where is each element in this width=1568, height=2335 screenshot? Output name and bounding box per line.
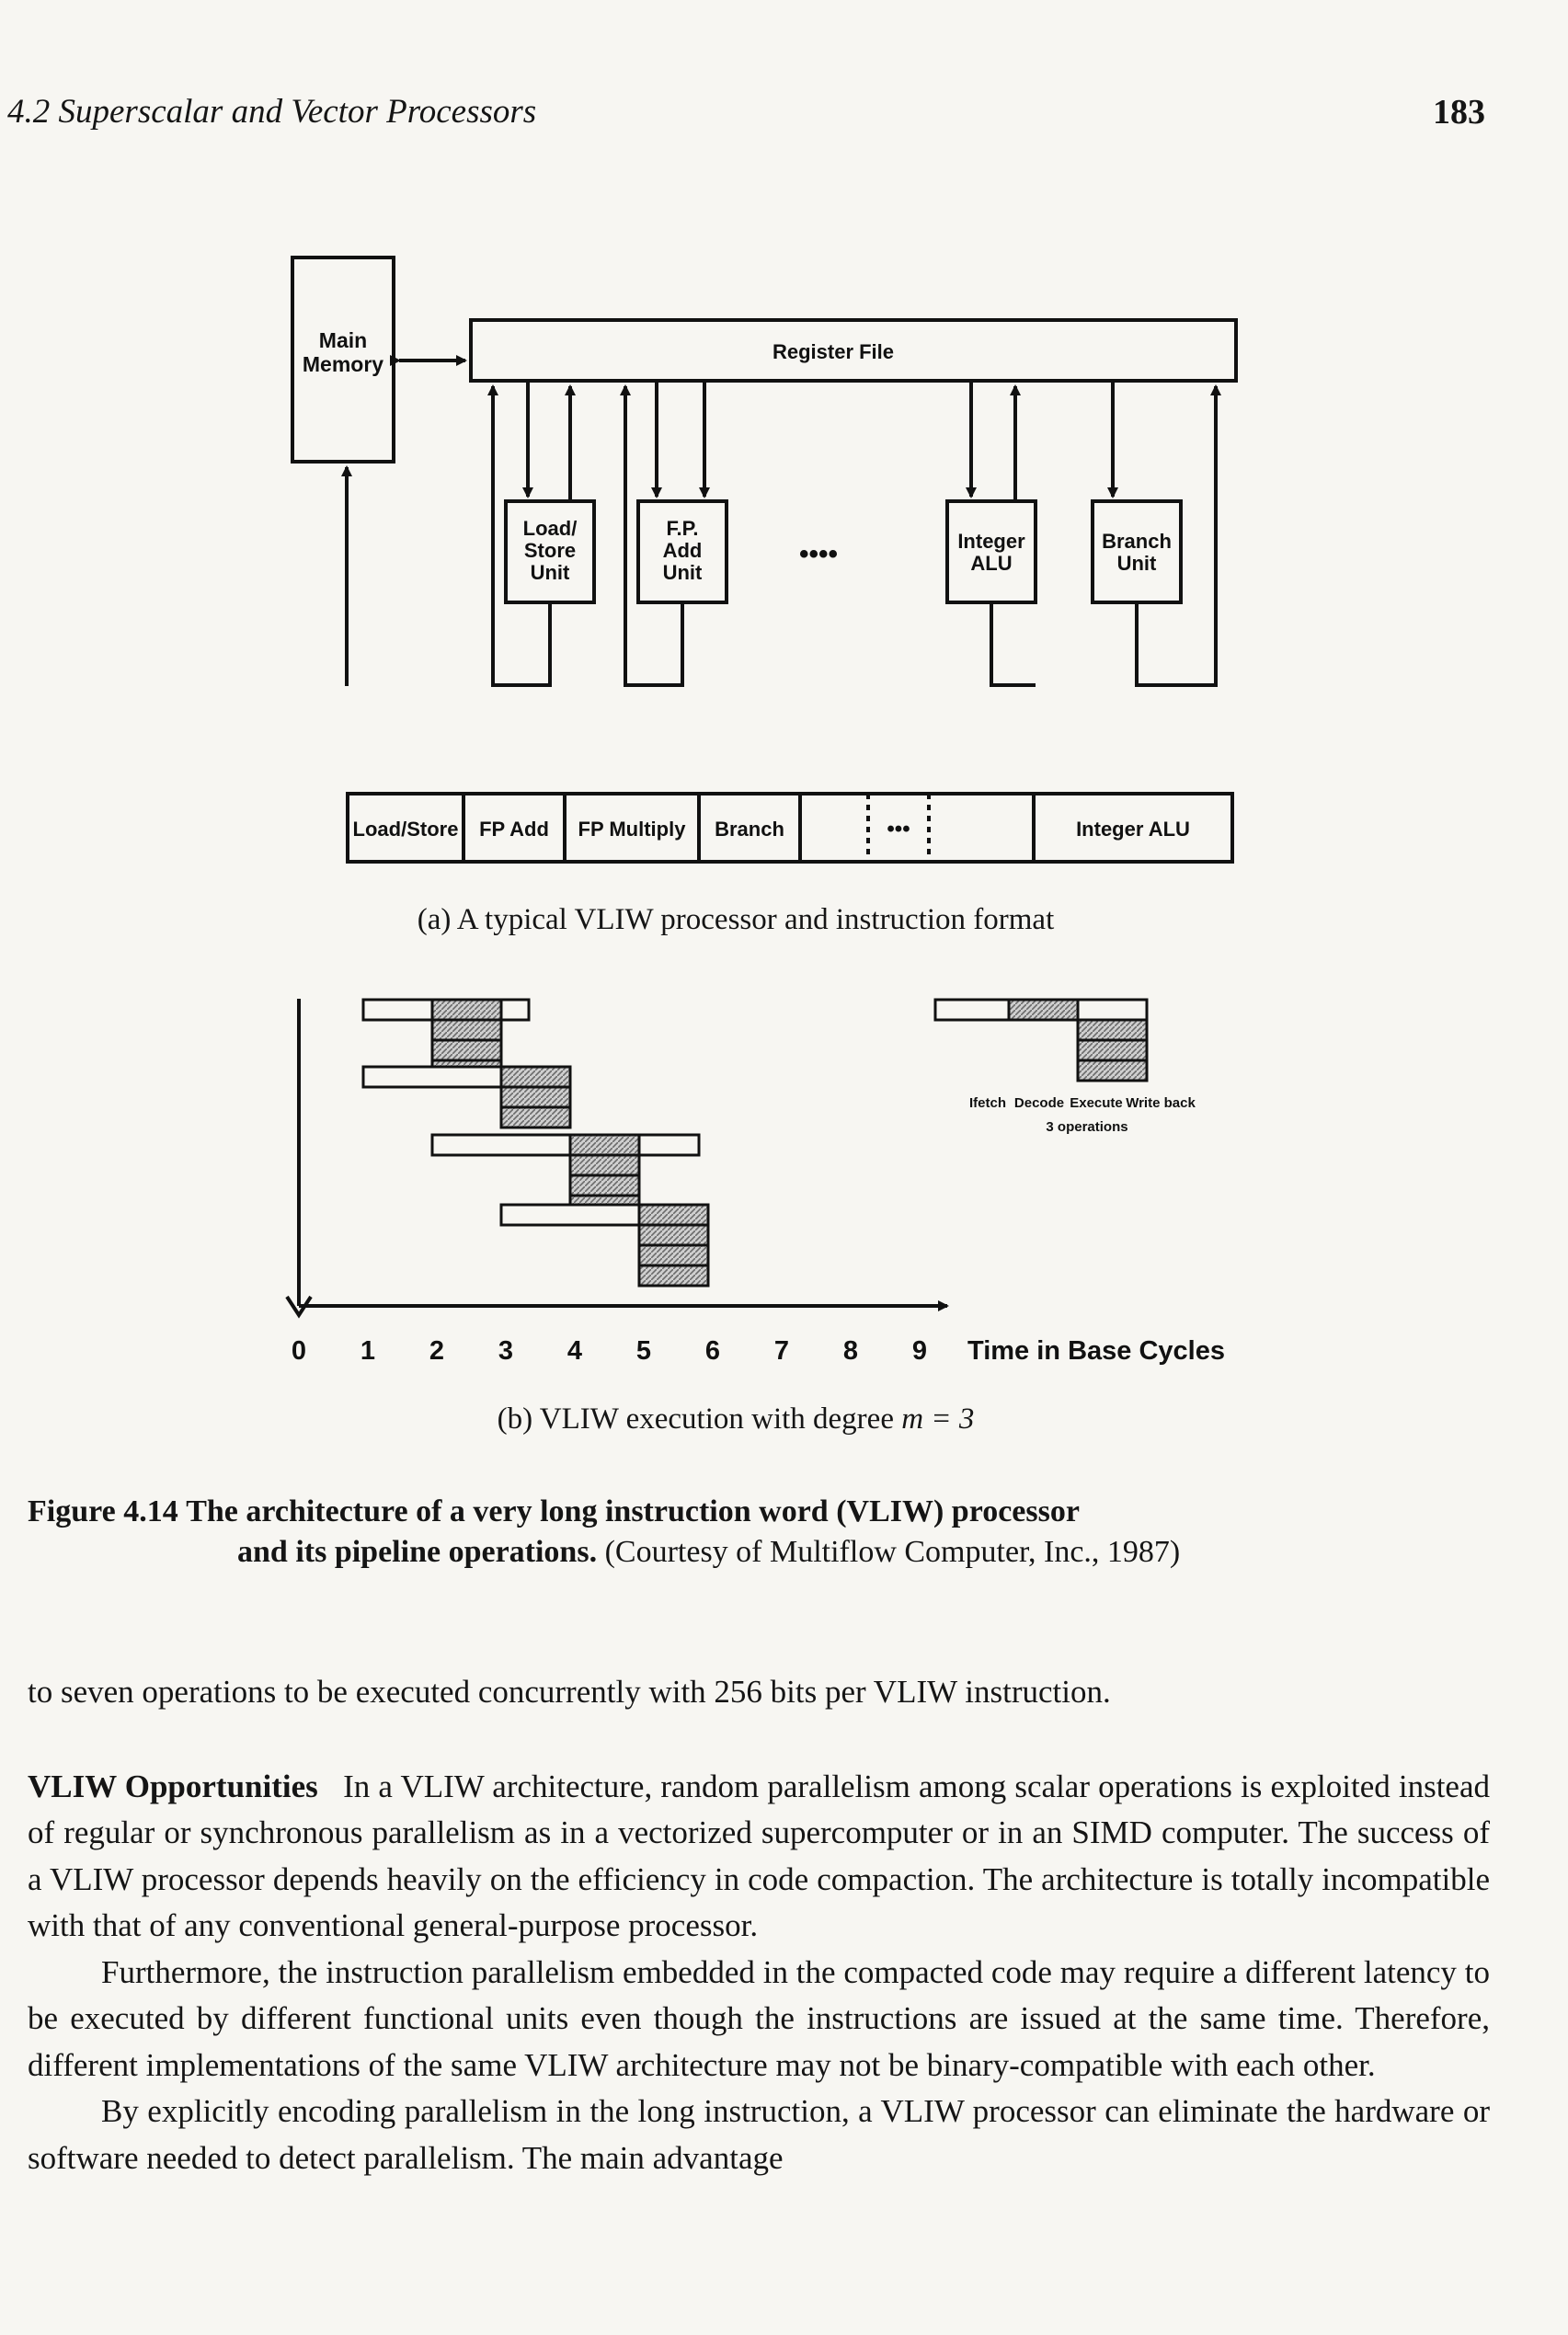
figure-a-caption (276, 903, 1196, 937)
fpadd-label-1: F.P. (666, 517, 699, 540)
figure-title-line-1: The architecture of a very long instruction word (VLIW) processor (186, 1494, 1080, 1528)
format-field-branch: Branch (715, 818, 784, 841)
fpadd-label-2: Add (662, 539, 703, 562)
branch-label-1: Branch (1102, 530, 1172, 553)
paragraph-4: By explicitly encoding parallelism in the long instruction, a VLIW processor can eliminate the hardware or software needed to detect parallelism. The main advantage (28, 2093, 1490, 2176)
figure-b-caption-math: m = 3 (901, 1402, 975, 1436)
x-tick-5: 5 (635, 1336, 652, 1366)
figure-a-caption-text: (a) A typical VLIW processor and instruction format (417, 903, 1055, 936)
x-tick-2: 2 (429, 1336, 445, 1366)
x-tick-0: 0 (291, 1336, 307, 1366)
legend-stage-writeback: Write back (1126, 1095, 1196, 1111)
format-field-integer-alu: Integer ALU (1076, 818, 1190, 841)
alu-label-1: Integer (957, 530, 1025, 553)
legend-note: 3 operations (1046, 1119, 1128, 1135)
main-memory-label-1: Main (318, 328, 368, 352)
units-ellipsis: •••• (798, 539, 839, 569)
register-file-label: Register File (772, 340, 895, 363)
format-field-fpadd: FP Add (479, 818, 549, 841)
loadstore-label-3: Unit (530, 561, 570, 584)
pipeline-timing-diagram (287, 999, 1147, 1315)
paragraph-1: to seven operations to be executed concurrently with 256 bits per VLIW instruction. (28, 1674, 1111, 1710)
format-field-fpmultiply: FP Multiply (578, 818, 686, 841)
x-axis-label: Time in Base Cycles (967, 1336, 1225, 1366)
body-text (28, 1669, 1490, 2181)
alu-loop (991, 602, 1036, 685)
loadstore-label-1: Load/ (522, 517, 578, 540)
format-field-ellipsis: ••• (887, 817, 910, 841)
figure-title-line-2: and its pipeline operations. (237, 1535, 598, 1569)
pipeline-legend (935, 1000, 1147, 1081)
figure-caption (28, 1492, 1499, 1573)
alu-label-2: ALU (970, 552, 1013, 575)
figure-b-caption (276, 1402, 1196, 1436)
paragraph-3: Furthermore, the instruction parallelism embedded in the compacted code may require a different latency to be executed by different functional units even though the instructions are issued at the same time. Therefore, different implementations of the same VLIW architecture may not be binary-compatible with each other. (28, 1953, 1490, 2083)
legend-stage-ifetch: Ifetch (968, 1095, 1007, 1111)
main-memory-label-2: Memory (302, 352, 384, 376)
x-tick-6: 6 (704, 1336, 721, 1366)
page-number: 183 (1433, 93, 1485, 132)
paragraph-2 (28, 1764, 1490, 1950)
x-tick-3: 3 (498, 1336, 514, 1366)
x-tick-9: 9 (911, 1336, 928, 1366)
running-header: 4.2 Superscalar and Vector Processors (7, 93, 537, 131)
x-tick-4: 4 (567, 1336, 583, 1366)
paragraph-2-text: In a VLIW architecture, random parallelism among scalar operations is exploited instead of regular or synchronous parallelism as in a vectorized supercomputer or in an SIMD computer. The success of a VLIW processor depends heavily on the efficiency in code compaction. The architecture is totally incompatible with that of any conventional general-purpose processor. (28, 1768, 1490, 1943)
legend-stage-execute: Execute (1070, 1095, 1123, 1111)
figure-credit: (Courtesy of Multiflow Computer, Inc., 1987) (604, 1535, 1181, 1569)
figure-b-caption-prefix: (b) VLIW execution with degree (497, 1402, 894, 1436)
x-tick-1: 1 (360, 1336, 376, 1366)
vliw-instruction-4 (501, 1205, 708, 1286)
section-heading: VLIW Opportunities (28, 1768, 318, 1804)
loadstore-label-2: Store (523, 539, 577, 562)
x-tick-8: 8 (842, 1336, 859, 1366)
vliw-instruction-2 (363, 1067, 570, 1127)
branch-label-2: Unit (1116, 552, 1157, 575)
fpadd-label-3: Unit (662, 561, 703, 584)
vliw-processor-diagram (292, 258, 1236, 862)
figure-label: Figure 4.14 (28, 1494, 178, 1528)
x-tick-7: 7 (773, 1336, 790, 1366)
legend-stage-decode: Decode (1013, 1095, 1065, 1111)
format-field-loadstore: Load/Store (352, 818, 459, 841)
